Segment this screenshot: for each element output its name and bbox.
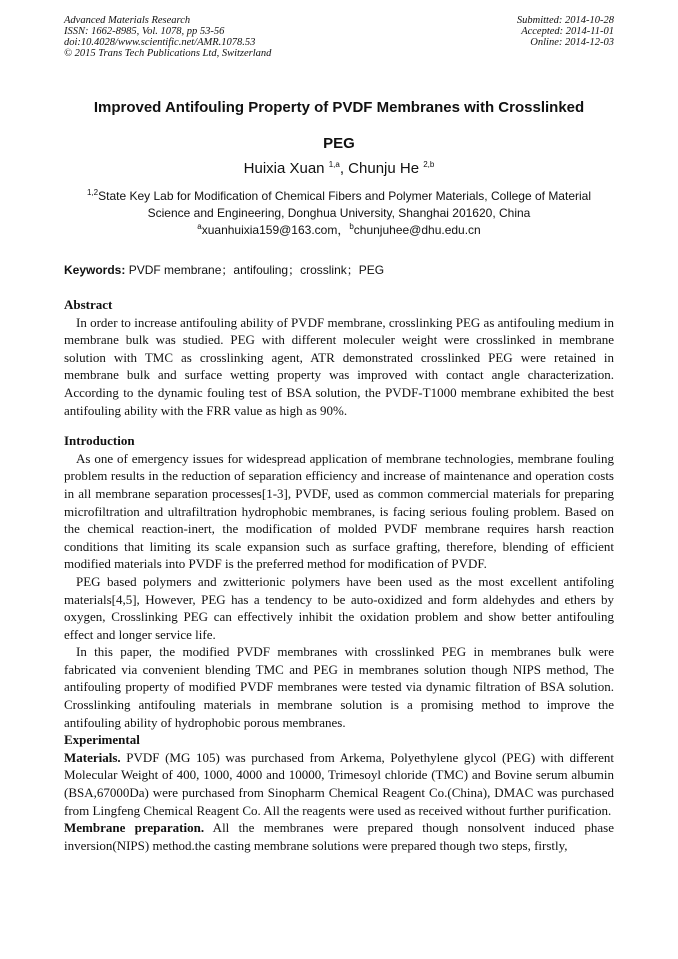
preparation-text: All the membranes were prepared though nonsolvent induced phase inversion(NIPS) method.the casting membrane solutions were prepared though two steps, firstly, — [64, 820, 614, 853]
experimental-heading: Experimental — [64, 732, 140, 748]
issn-line: ISSN: 1662-8985, Vol. 1078, pp 53-56 — [64, 26, 225, 37]
materials-label: Materials. — [64, 749, 121, 765]
doi-line: doi:10.4028/www.scientific.net/AMR.1078.53 — [64, 37, 256, 48]
intro-paragraph-1: As one of emergency issues for widespread application of membrane technologies, membrane fouling problem results in the reduction of separation efficiency and increase of maintenance and operation costs in all membrane separation processes[1-3], PVDF, used as common commercial materials for preparing microfiltration and ultrafiltration hydrophobic membranes, is facing serious fouling problem. Based on the chemical reaction-inert, the modification of molded PVDF membrane requires harsh reaction conditions that limiting its scale expansion such as surface grafting, therefore, blending of efficient modified materials into PVDF is the preferred method for modification of PVDF. — [64, 450, 614, 572]
emails — [64, 222, 614, 239]
materials-paragraph — [64, 749, 614, 819]
author-1-name: Huixia Xuan — [243, 160, 325, 177]
keywords — [64, 261, 614, 278]
email-b: chunjuhee@dhu.edu.cn — [353, 223, 481, 237]
materials-text: PVDF (MG 105) was purchased from Arkema, Polyethylene glycol (PEG) with different Molecular Weight of 400, 1000, 4000 and 10000, Trimesoyl chloride (TMC) and Bovine serum albumin (BSA,67000Da) were purchased from Sinopharm Chemical Reagent Co.(China), DMAC was purchased from Lingfeng Chemical Reagent Co. All the reagents were used as received without further purification. — [64, 749, 614, 818]
introduction-heading: Introduction — [64, 433, 135, 449]
abstract-heading: Abstract — [64, 297, 113, 312]
online-date: Online: 2014-12-03 — [530, 37, 614, 48]
paper-title — [64, 90, 614, 162]
author-2-sup: 2,b — [423, 160, 435, 169]
submitted-date: Submitted: 2014-10-28 — [516, 15, 614, 26]
intro-paragraph-2: PEG based polymers and zwitterionic polymers have been used as the most excellent antifoling materials[4,5], However, PEG has a tendency to be auto-oxidized and form aldehydes and ethers by oxygen, Crosslinking PEG can effectively inhibit the oxidation problem and show better antifouling effect and longer service life. — [64, 573, 614, 642]
keywords-text: PVDF membrane；antifouling；crosslink；PEG — [125, 263, 385, 277]
journal-name: Advanced Materials Research — [64, 15, 191, 26]
authors — [64, 160, 614, 177]
preparation-label: Membrane preparation. — [64, 820, 205, 836]
copyright-line: © 2015 Trans Tech Publications Ltd, Switzerland — [64, 48, 272, 59]
affil-sup: 1,2 — [86, 188, 99, 197]
author-2-name: Chunju He — [348, 160, 420, 177]
affil-line-2: Science and Engineering, Donghua University, Shanghai 201620, China — [147, 206, 531, 220]
email-a: xuanhuixia159@163.com， — [201, 223, 350, 237]
intro-paragraph-3: In this paper, the modified PVDF membranes with crosslinked PEG in membranes bulk were fabricated via convenient blending TMC and PEG in membranes solution though NIPS method, The antifouling property of modified PVDF membranes were tested via dynamic filtration of BSA solution. Crosslinking antifouling materials in membrane solution is a promising method to improve the antifouling ability of hydrophobic porous membranes. — [64, 644, 614, 730]
affil-line-1: State Key Lab for Modification of Chemical Fibers and Polymer Materials, College of Material — [98, 189, 591, 203]
journal-info — [64, 15, 271, 59]
affiliation — [64, 188, 614, 239]
paper-body — [64, 296, 614, 854]
title-line-1: Improved Antifouling Property of PVDF Membranes with Crosslinked — [93, 99, 585, 116]
accepted-date: Accepted: 2014-11-01 — [521, 26, 614, 37]
title-line-2: PEG — [323, 135, 355, 152]
membrane-preparation-paragraph — [64, 819, 614, 854]
keywords-label: Keywords: — [64, 263, 126, 277]
email-a-sup: a — [197, 222, 202, 231]
email-b-sup: b — [349, 222, 354, 231]
author-1-sup: 1,a — [328, 160, 340, 169]
dates-info — [517, 15, 614, 48]
author-separator: , — [339, 160, 349, 177]
abstract-text: In order to increase antifouling ability of PVDF membrane, crosslinking PEG as antifouling medium in membrane bulk was studied. PEG with different moleculer weight were crosslinked in membrane solution with TMC as crosslinking agent, ATR demonstrated crosslinked PEG were retained in membrane bulk and surface wetting property was improved with contact angle characterization. According to the dynamic fouling test of BSA solution, the PVDF-T1000 membrane exhibited the best antifouling ability with the FRR value as high as 90%. — [64, 314, 614, 418]
